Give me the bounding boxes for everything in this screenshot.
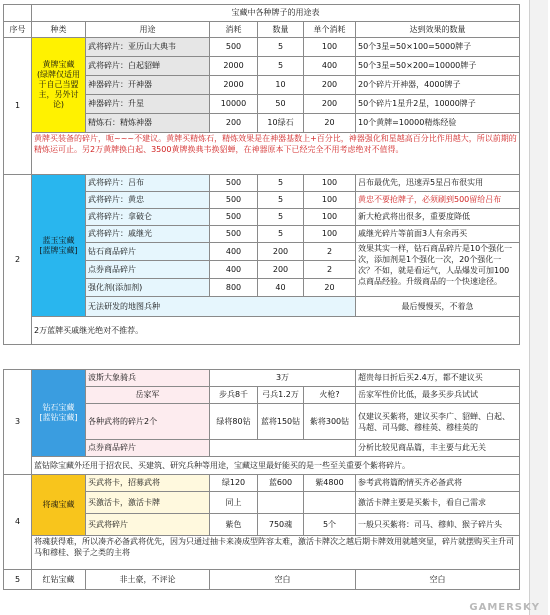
cost-cell: 弓兵1.2万 [258,387,304,404]
treasure-table-lower [3,369,520,590]
use-cell: 岳家军 [86,387,210,404]
effect-cell: 一般只买紫将：司马、穆帅、猴子碎片头 [356,514,520,536]
unit-cost-cell: 20 [304,279,356,297]
effect-cell: 50个3星=50×100=5000牌子 [356,38,520,57]
effect-cell: 50个3星=50×200=10000牌子 [356,57,520,76]
effect-cell: 新大枪武将出很多，重要度降低 [356,209,520,226]
header-cell: 序号 [4,22,32,38]
qty-cell: 5 [258,192,304,209]
cost-cell: 3万 [210,370,356,387]
qty-cell: 5 [258,57,304,76]
cost-cell: 紫色 [210,514,258,536]
cost-cell: 2000 [210,76,258,95]
use-cell: 非土豪，不评论 [86,570,210,590]
header-cell: 用途 [86,22,210,38]
section-gap [0,360,550,368]
table-title: 宝藏中各种牌子的用途表 [32,5,520,22]
use-cell: 武将碎片：吕布 [86,175,210,192]
use-cell: 武将碎片：黄忠 [86,192,210,209]
cost-cell: 10000 [210,95,258,114]
cost-cell: 蓝将150钻 [258,404,304,440]
effect-cell: 超贵每日折后买2.4万，都不建议买 [356,370,520,387]
header-cell: 单个消耗 [304,22,356,38]
use-cell: 武将碎片：拿破仑 [86,209,210,226]
qty-cell: 5 [258,175,304,192]
use-cell: 买武将碎片 [86,514,210,536]
qty-cell: 200 [258,243,304,261]
cost-cell: 400 [210,261,258,279]
use-cell: 买激活卡，激活卡牌 [86,492,210,514]
kind-cell: 蓝玉宝藏 [蓝牌宝藏] [32,175,86,317]
use-cell: 精炼石：精炼神器 [86,114,210,133]
cost-cell: 200 [210,114,258,133]
qty-cell: 10 [258,76,304,95]
effect-cell: 10个黄牌=10000精炼经验 [356,114,520,133]
unit-cost-cell: 200 [304,76,356,95]
treasure-table-upper [3,4,520,345]
use-cell: 武将碎片：白起貂蝉 [86,57,210,76]
kind-cell: 红钻宝藏 [32,570,86,590]
cost-cell: 蓝600 [258,475,304,492]
qty-cell: 5 [258,209,304,226]
effect-cell: 岳家军性价比低，最多买步兵试试 [356,387,520,404]
header-cell: 达到效果的数量 [356,22,520,38]
unit-cost-cell: 100 [304,192,356,209]
row-number: 4 [4,475,32,570]
vertical-scrollbar[interactable] [529,0,548,615]
row-number: 5 [4,570,32,590]
cost-cell: 绿将80钻 [210,404,258,440]
unit-cost-cell: 2 [304,261,356,279]
cost-cell: 500 [210,209,258,226]
cost-cell: 火枪? [304,387,356,404]
cost-cell: 500 [210,38,258,57]
qty-cell: 10绿石 [258,114,304,133]
cost-cell: 紫将300钻 [304,404,356,440]
use-cell: 强化剂(添加剂) [86,279,210,297]
use-cell: 武将碎片：亚历山大典韦 [86,38,210,57]
row-number: 3 [4,370,32,475]
cost-cell: 步兵8千 [210,387,258,404]
unit-cost-cell: 2 [304,243,356,261]
use-cell: 点券商品碎片 [86,440,210,457]
effect-cell: 吕布最优先，迅速弄5星吕布很实用 [356,175,520,192]
cost-cell: 绿120 [210,475,258,492]
unit-cost-cell: 100 [304,38,356,57]
use-cell: 钻石商品碎片 [86,243,210,261]
header-cell: 消耗 [210,22,258,38]
qty-cell: 5 [258,38,304,57]
header-cell: 数量 [258,22,304,38]
cost-cell: 5个 [304,514,356,536]
row-number: 1 [4,38,32,175]
use-cell: 买武将卡，招募武将 [86,475,210,492]
note-cell: 将魂获得难，所以凑齐必备武将优先，因为只通过抽卡来凑成型阵容太难，激活卡牌次之越后期卡牌效用就越突显，碎片就摆购买主升司马和穆桂、猴子之类的主将 [32,536,520,570]
cost-cell: 800 [210,279,258,297]
effect-cell: 最后慢慢买，不着急 [356,297,520,317]
effect-cell-merged: 效果其实一样，钻石商品碎片是10个强化一次，添加剂是1个强化一次，20个强化一次？不如，就是看运气，人品爆发可加100点商品经验。升级商品的一个快速途径。 [356,243,520,297]
cost-cell: 750魂 [258,514,304,536]
effect-cell: 激活卡牌主要是买紫卡，看自己需求 [356,492,520,514]
cost-cell: 同上 [210,492,258,514]
effect-cell: 20个碎片开神器，4000牌子 [356,76,520,95]
effect-cell: 空白 [356,570,520,590]
cost-cell: 2000 [210,57,258,76]
qty-cell: 200 [258,261,304,279]
use-cell: 神器碎片：开神器 [86,76,210,95]
kind-cell: 钻石宝藏 [蓝钻宝藏] [32,370,86,457]
note-cell: 2万蓝牌买戚继光绝对不推荐。 [32,317,520,345]
unit-cost-cell: 100 [304,226,356,243]
cost-cell: 500 [210,175,258,192]
qty-cell: 40 [258,279,304,297]
effect-cell: 戚继光碎片等前面3人有余再买 [356,226,520,243]
cost-cell [210,440,356,457]
use-cell: 武将碎片：戚继光 [86,226,210,243]
header-cell: 种类 [32,22,86,38]
cost-cell: 400 [210,243,258,261]
effect-cell: 黄忠不要抢牌子，必须刷到500留给吕布 [356,192,520,209]
kind-cell: 将魂宝藏 [32,475,86,536]
use-cell: 点券商品碎片 [86,261,210,279]
cost-cell: 500 [210,226,258,243]
cost-cell: 紫4800 [304,475,356,492]
unit-cost-cell: 200 [304,95,356,114]
cost-cell: 500 [210,192,258,209]
row-number: 2 [4,175,32,345]
qty-cell: 50 [258,95,304,114]
use-cell: 无法研发的地图兵种 [86,297,356,317]
note-cell: 黄牌买装备的碎片，呃~~~不建议。黄牌买精炼石，精炼效果是在神器基数上+百分比，神器强化和星越高百分比作用越大，所以前期的精炼运可止。另2万黄牌换白起、3500黄牌换典韦换貂蝉，在神器原本下已经完全不用考虑绝对不值得。 [32,133,520,175]
effect-cell: 仅建议买紫将，建议买李广、貂蝉、白起、马超、司马懿、穆桂英、穆桂英的 [356,404,520,440]
effect-cell: 分析比较见商品篇，丰主要与此无关 [356,440,520,457]
cost-cell: 空白 [210,570,356,590]
unit-cost-cell: 100 [304,209,356,226]
note-cell: 蓝钻除宝藏外还用于招农民、买建筑、研究兵种等用途，宝藏这里最好能买的是一些至关重要个紫将碎片。 [32,457,520,475]
kind-cell: 黄牌宝藏 (绿牌仅适用于自己当盟主，另外讨论) [32,38,86,133]
use-cell: 各种武将的碎片2个 [86,404,210,440]
use-cell: 神器碎片：升星 [86,95,210,114]
watermark-logo: GAMERSKY [469,602,540,613]
effect-cell: 50个碎片1星升2星，10000牌子 [356,95,520,114]
use-cell: 波斯大象骑兵 [86,370,210,387]
unit-cost-cell: 400 [304,57,356,76]
qty-cell: 5 [258,226,304,243]
unit-cost-cell: 100 [304,175,356,192]
effect-cell: 参考武将篇酌情买齐必备武将 [356,475,520,492]
unit-cost-cell: 20 [304,114,356,133]
